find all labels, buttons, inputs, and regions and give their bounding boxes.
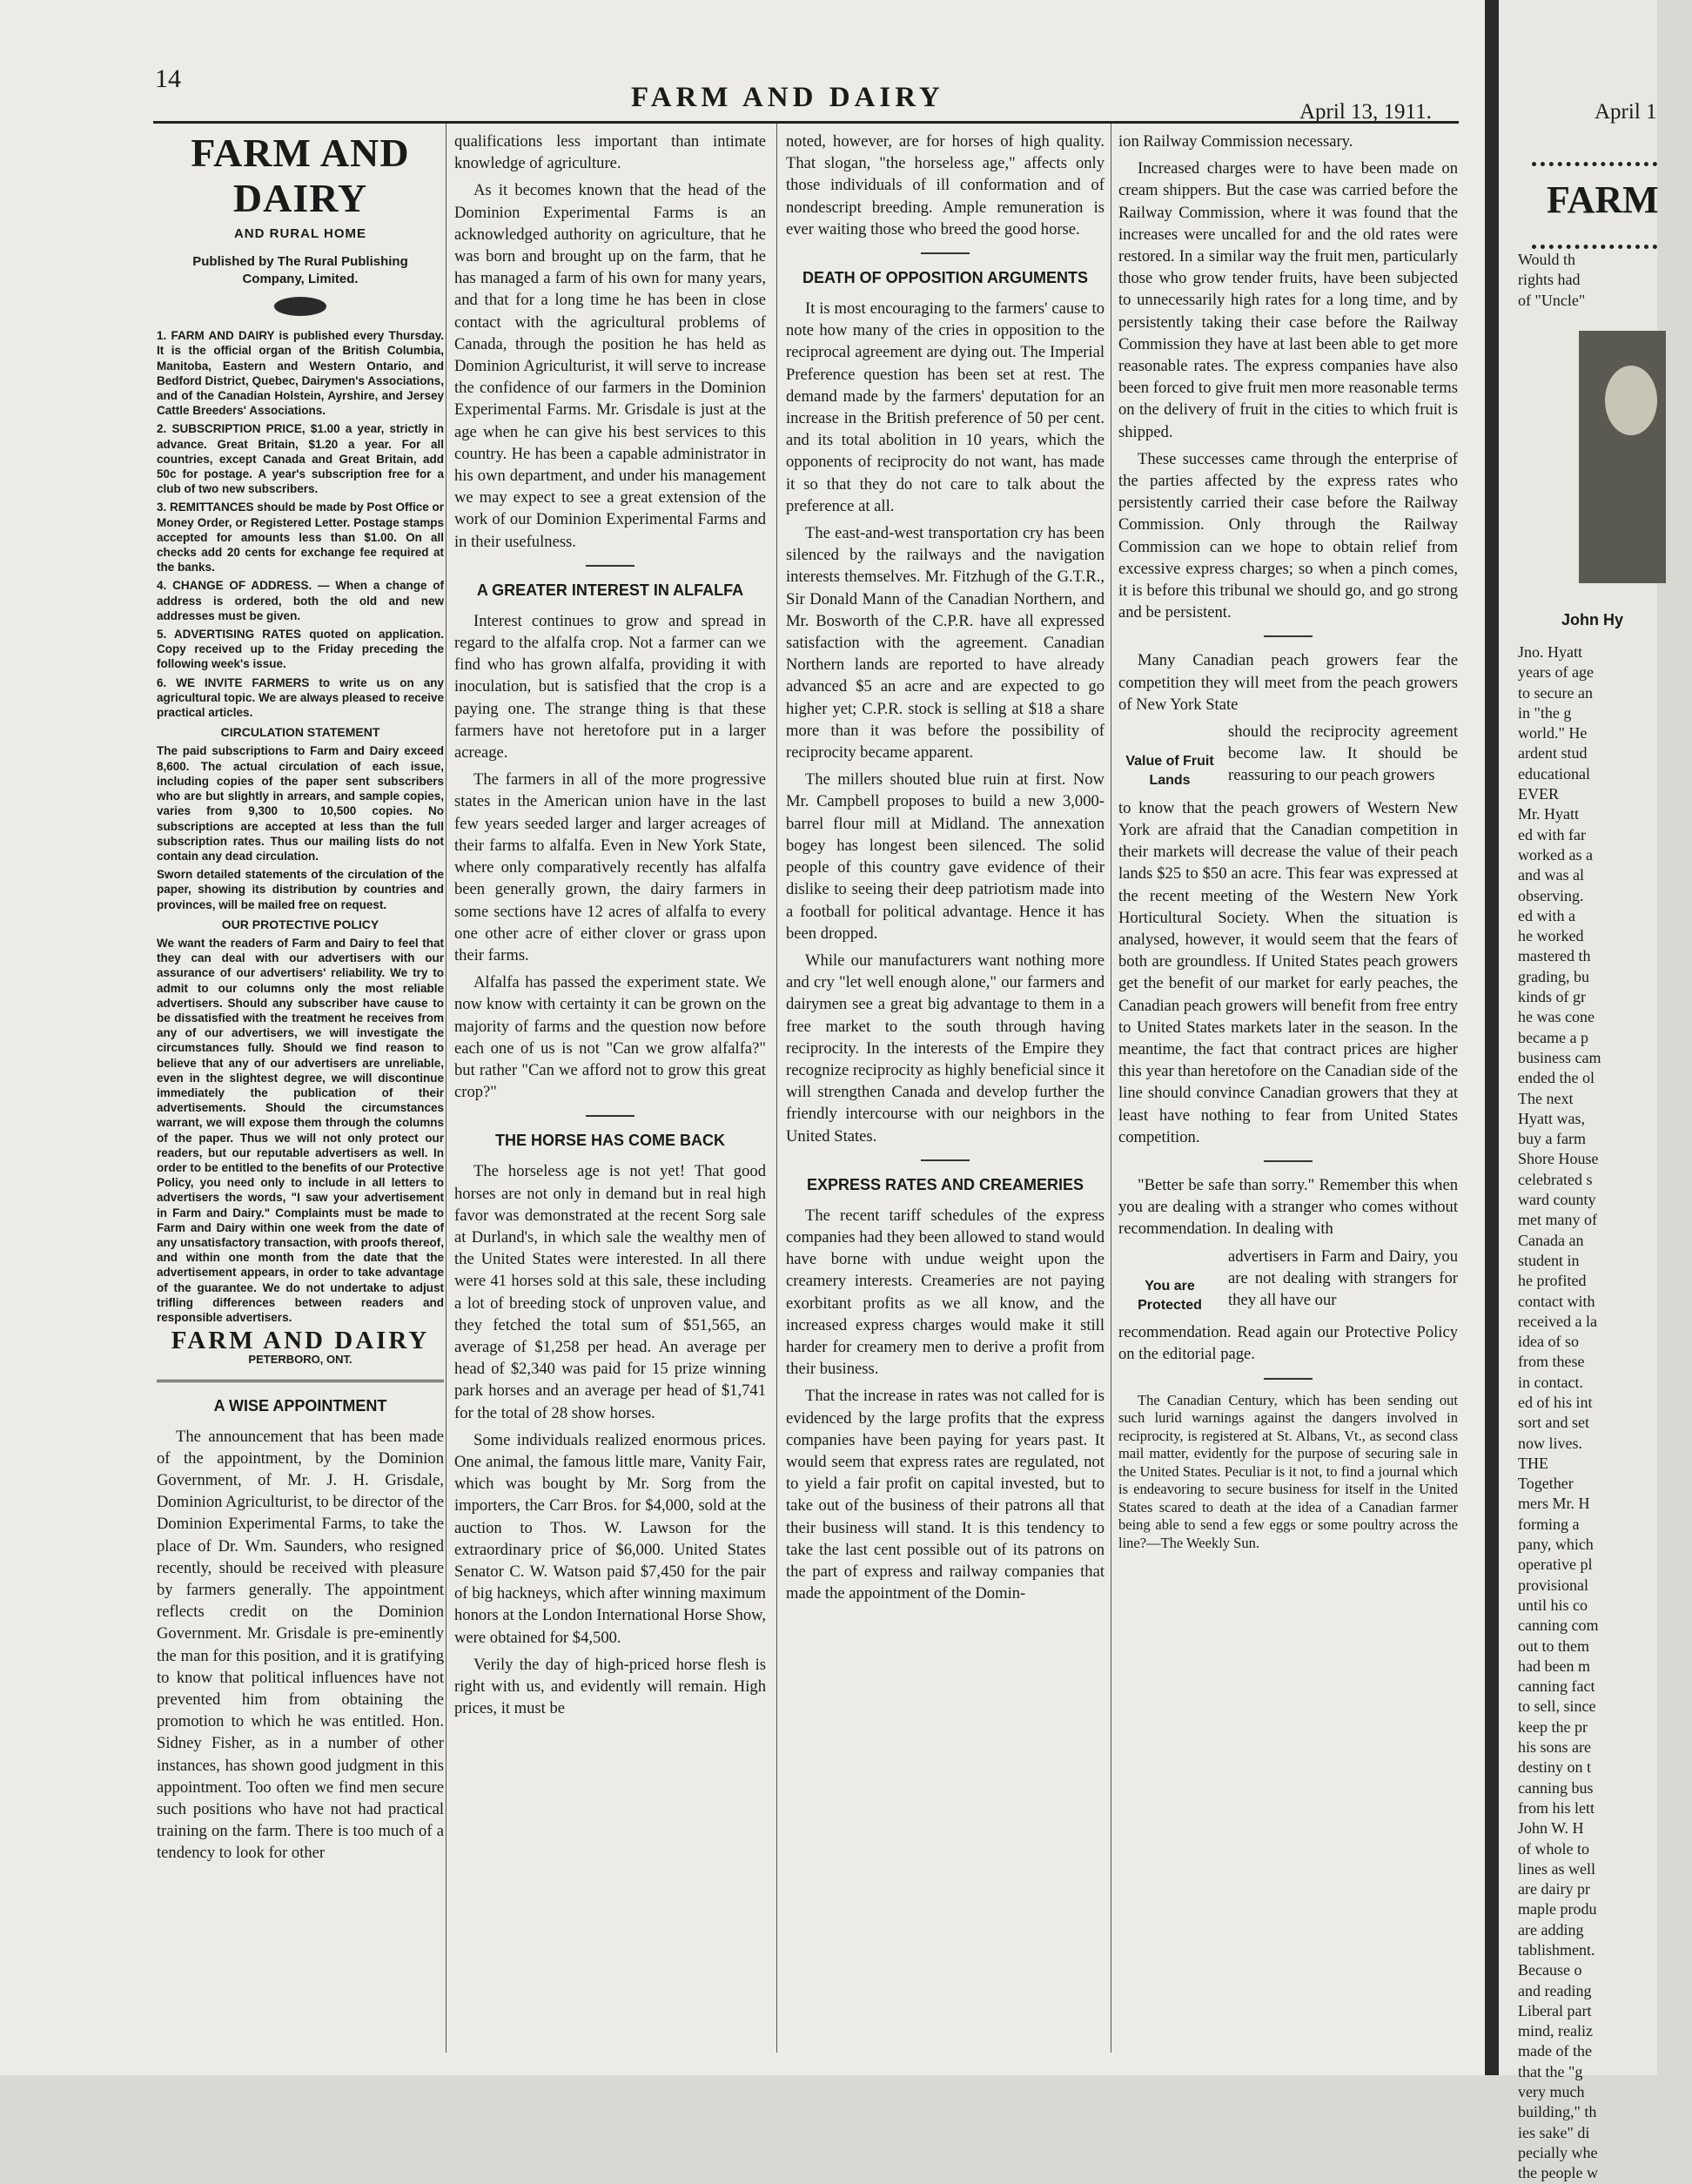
double-rule — [157, 1380, 444, 1382]
publisher-line: Published by The Rural Publishing Company, Limited. — [192, 254, 408, 287]
nameplate-subtitle: AND RURAL HOME — [233, 226, 367, 241]
article-paragraph: The announcement that has been made of the appointment, by the Dominion Government, of Mr. J. H. Grisdale, Dominion Agriculturist, to be director of the Dominion Experimental Farms, to take the place of Dr. Wm. Saunders, who resigned recently, should be received with pleasure by farmers generally. The appointment reflects credit on the Dominion Government. Mr. Grisdale is pre-eminently the man for this position, and it is gratifying to know that political influences have not prevented him from obtaining the promotion to which he was entitled. Hon. Sidney Fisher, as in a number of other instances, has shown good judgment in this appointment. Too often we find men secure such positions who have not had practical training on the farm. There is too much of a tendency to look for other — [157, 1427, 444, 1863]
column-rule — [776, 124, 777, 2053]
separator-rule — [1264, 1378, 1313, 1380]
right-text-body: Jno. Hyatt years of age to secure an in "the g world." He ardent stud educational EVER Mr. Hyatt ed with far worked as a and was al observing. ed with a he worked mastered th grading, bu kinds of gr he was cone became a p business cam ended the ol The next Hyatt was, buy a farm Shore House celebrated s ward county met many of Canada an student in he profited contact with received a la idea of so from these in contact. ed of his int sort and set now lives. THE Together mers Mr. H forming a pany, which operative pl provisional until his co canning com out to them had been m canning fact to sell, since keep the pr his sons are destiny on t canning bus from his lett John W. H of whole to lines as well are dairy pr maple produ are adding tablishment. Because o and reading Liberal part mind, realiz made of the that the "g very much building," th ies sake" di pecially whe the people w — [1518, 643, 1601, 2182]
right-text-top: Would th rights had of "Uncle" — [1518, 251, 1586, 309]
side-heading-block — [1118, 721, 1458, 792]
notice-item: 1. FARM AND DAIRY is published every Thursday. It is the official organ of the British Columbia, Manitoba, Eastern and Western Ontario, and Bedford District, Quebec, Dairymen's Associations, and of the Canadian Holstein, Ayrshire, and Jersey Cattle Breeders' Associations. — [157, 329, 444, 418]
article-paragraph: The recent tariff schedules of the express companies had they been allowed to stand would have borne with undue weight upon the creamery interests. Creameries are not paying exorbitant profits as we all know, and the increased express charges would make it still harder for creamery men to derive a profit from their business. — [786, 1206, 1104, 1379]
notice-item: 3. REMITTANCES should be made by Post Office or Money Order, or Registered Letter. Postage stamps accepted for amounts less than $1.00. On all checks add 20 cents for exchange fee required at the banks. — [157, 501, 444, 575]
article-heading: A WISE APPOINTMENT — [213, 1396, 387, 1415]
article-paragraph: advertisers in Farm and Dairy, you are not dealing with strangers for they all have our — [1228, 1247, 1458, 1309]
article-paragraph: ion Railway Commission necessary. — [1118, 132, 1353, 151]
header-rule — [153, 121, 1459, 124]
policy-heading: OUR PROTECTIVE POLICY — [221, 917, 379, 931]
article-paragraph: The farmers in all of the more progressive states in the American union have in the last few years seeded larger and larger acreages of their farms to alfalfa. Even in New York State, where only comparatively recently has alfalfa been generally grown, the dairy farmers in some sections have 12 acres of alfalfa to every one other acre of either clover or grass upon their farms. — [454, 770, 766, 964]
page-date: April 13, 1911. — [1299, 100, 1432, 124]
column-3 — [786, 131, 1104, 2054]
article-heading: A GREATER INTEREST IN ALFALFA — [476, 581, 744, 599]
article-paragraph: While our manufacturers want nothing more and cry "let well enough alone," our farmers and dairymen see a great big advantage to them in a free market to the south through having reciprocity. In the interests of the Empire they recognize reciprocity as highly beneficial since it will strengthen Canada and develop further the friendly intercourse with our neighbors in the United States. — [786, 951, 1104, 1146]
notice-item: 2. SUBSCRIPTION PRICE, $1.00 a year, strictly in advance. Great Britain, $1.20 a year. For all countries, except Canada and Great Britain, add 50c for postage. A year's subscription free for a club of two new subscribers. — [157, 422, 444, 496]
photo-caption: John Hy — [1561, 611, 1624, 628]
notice-item: 5. ADVERTISING RATES quoted on application. Copy received up to the Friday preceding the following week's issue. — [157, 628, 444, 671]
separator-rule — [1264, 1160, 1313, 1162]
article-paragraph: to know that the peach growers of Western New York are afraid that the Canadian competition in their markets will decrease the value of their peach lands $25 to $50 an acre. This fear was expressed at the recent meeting of the Western New York Horticultural Society. When the situation is analysed, however, it would seem that the fears of both are groundless. If United States peach growers get the benefit of our market for early peaches, the Canadian peach growers will benefit from free entry to United States markets later in the season. In the meantime, the fact that contract prices are higher this year than heretofore on the Canadian side of the line should convince Canadian growers that they at least have nothing to fear from United States competition. — [1118, 798, 1458, 1146]
article-paragraph: Increased charges were to have been made on cream shippers. But the case was carried before the Railway Commission, where it was found that the increases were uncalled for and the old rates were restored. In a similar way the fruit men, particularly those who grow tender fruits, have been subjected to unnecessarily high rates for a long time, and by persistently taking their case before the Railway Commission they have at last been able to get more reasonable rates. The express companies have also been forced to give fruit men more reasonable terms on the delivery of fruit in the cities to which fruit is shipped. — [1118, 159, 1458, 441]
side-heading-block — [1118, 1246, 1458, 1317]
running-title: FARM AND DAIRY — [631, 82, 944, 113]
article-paragraph: Verily the day of high-priced horse flesh is right with us, and evidently will remain. High prices, it must be — [454, 1655, 766, 1718]
article-paragraph: recommendation. Read again our Protective Policy on the editorial page. — [1118, 1323, 1458, 1364]
article-heading: EXPRESS RATES AND CREAMERIES — [806, 1175, 1084, 1193]
article-paragraph: These successes came through the enterprise of the parties affected by the express rates who persistently carried their case before the Railway Commission. Only through the Railway Commission can we hope to obtain relief from excessive express charges; so when a pinch comes, it is before this tribunal we should go, and go strong and be persistent. — [1118, 449, 1458, 622]
circulation-text: The paid subscriptions to Farm and Dairy exceed 8,600. The actual circulation of each issue, including copies of the paper sent subscribers who are but slightly in arrears, and sample copies, varies from 9,300 to 10,500 copies. No subscriptions are accepted at less than the full subscription rates. Thus our mailing lists do not contain any dead circulation. — [157, 744, 444, 863]
notice-item: 6. WE INVITE FARMERS to write us on any agricultural topic. We are always pleased to receive practical articles. — [157, 675, 444, 720]
article-paragraph: Some individuals realized enormous prices. One animal, the famous little mare, Vanity Fair, which was bought by Mr. Sorg from the importers, the Carr Bros. for $4,000, sold at the auction to Thos. W. Lawson for the extraordinary price of $6,000. United States Senator C. W. Watson paid $7,450 for the pair of big hackneys, which after winning maximum honors at the London International Horse Show, were obtained for $4,500. — [454, 1430, 766, 1647]
right-page-date: April 1 — [1595, 100, 1657, 124]
footer-nameplate: FARM AND DAIRY — [171, 1327, 430, 1355]
article-paragraph: The millers shouted blue ruin at first. Now Mr. Campbell proposes to build a new 3,000-barrel flour mill at Midland. The annexation bogey has longest been silenced. The solid people of this country gave evidence of their dislike to seeing their deep patriotism made into a football for political advantage. Hence it has been dropped. — [786, 770, 1104, 943]
article-paragraph: As it becomes known that the head of the Dominion Experimental Farms is an acknowledged authority on agriculture, that he was born and brought up on the farm, that he has managed a farm of his own for many years, and that for a long time he has been in close contact with the agricultural problems of Canada, through the position he has held as Dominion Agriculturist, it will serve to increase the confidence of our farmers in the Dominion Experimental Farms. Mr. Grisdale is just at the age when he can give his best services to this country. He has been a capable administrator in his own department, and under his management we may expect to see a great extension of the work of our Dominion Experimental Farms and in their usefulness. — [454, 181, 766, 551]
separator-rule — [921, 1159, 970, 1161]
circulation-heading: CIRCULATION STATEMENT — [220, 725, 380, 740]
article-paragraph: Interest continues to grow and spread in regard to the alfalfa crop. Not a farmer can we find who has grown alfalfa, providing it with inoculation, but is satisfied that the crop is a paying one. The strange thing is that these farmers have not heretofore put in a larger acreage. — [454, 611, 766, 763]
separator-rule — [921, 252, 970, 254]
column-2 — [454, 131, 766, 2054]
page-number: 14 — [155, 64, 181, 93]
separator-rule — [586, 1115, 634, 1117]
right-page-fragment — [1499, 0, 1659, 2182]
notice-item: 4. CHANGE OF ADDRESS. — When a change of address is ordered, both the old and new addresses must be given. — [157, 579, 444, 622]
side-heading: Value of Fruit Lands — [1125, 754, 1214, 789]
column-4 — [1118, 131, 1458, 2054]
article-paragraph: "Better be safe than sorry." Remember this when you are dealing with a stranger who comes without recommendation. In dealing with — [1118, 1175, 1458, 1239]
ornament-icon — [274, 297, 326, 316]
article-paragraph: should the reciprocity agreement become law. It should be reassuring to our peach growers — [1228, 722, 1458, 785]
article-paragraph: Alfalfa has passed the experiment state. We now know with certainty it can be grown on the majority of farms and the question now before each one of us is not "Can we grow alfalfa?" but rather "Can we afford not to grow this great crop?" — [454, 973, 766, 1102]
portrait-photo — [1579, 331, 1666, 583]
nameplate: FARM AND DAIRY — [191, 131, 410, 220]
article-paragraph: The east-and-west transportation cry has been silenced by the railways and the navigation interests themselves. Mr. Fitzhugh of the G.T.R., Sir Donald Mann of the Canadian Northern, and Mr. Bosworth of the C.P.R. have all expressed satisfaction with the agreement. Canadian Northern lands are reported to have already advanced $5 an acre and are expected to go higher yet; C.P.R. stock is selling at $18 a share more than it was before the possibility of reciprocity became apparent. — [786, 524, 1104, 763]
footer-location: PETERBORO, ONT. — [248, 1353, 352, 1367]
right-nameplate: FARM — [1547, 178, 1659, 221]
article-paragraph: The Canadian Century, which has been sending out such lurid warnings against the dangers involved in reciprocity, is registered at St. Albans, Vt., as second class mail matter, evidently for the purpose of securing sale in the United States. Peculiar is it not, to find a journal which is endeavoring to secure business for itself in the United States scared to death at the idea of a Canadian farmer being able to send a few eggs or some poultry across the line?—The Weekly Sun. — [1118, 1391, 1458, 1551]
article-heading: THE HORSE HAS COME BACK — [494, 1132, 725, 1150]
editorial-column — [157, 131, 444, 2054]
side-heading: You are Protected — [1138, 1278, 1202, 1313]
article-paragraph: qualifications less important than intimate knowledge of agriculture. — [454, 132, 766, 173]
article-heading: DEATH OF OPPOSITION ARGUMENTS — [802, 269, 1088, 287]
policy-text: We want the readers of Farm and Dairy to feel that they can deal with our advertisers with our assurance of our advertisers' reliability. We try to admit to our columns only the most reliable advertisers. Should any subscriber have cause to be dissatisfied with the treatment he receives from any of our advertisers, we will investigate the circumstances fully. Should we find reason to believe that any of our advertisers are unreliable, even in the slightest degree, we will discontinue immediately the publication of their advertisements. Should the circumstances warrant, we will expose them through the columns of the paper. Thus we will not only protect our readers, but our reputable advertisers as well. In order to be entitled to the benefits of our Protective Policy, you need only to include in all letters to advertisers the words, "I saw your advertisement in Farm and Dairy." Complaints must be made to Farm and Dairy within one week from the date of any unsatisfactory transaction, with proofs thereof, and within one month from the date that the advertisement appears, in order to take advantage of the guarantee. We do not undertake to adjust trifling differences between readers and responsible advertisers. — [157, 936, 444, 1324]
article-paragraph: Many Canadian peach growers fear the competition they will meet from the peach growers of New York State — [1118, 651, 1458, 714]
separator-rule — [586, 565, 634, 567]
article-paragraph: The horseless age is not yet! That good horses are not only in demand but in real high favor was demonstrated at the recent Sorg sale at Durland's, in which sale the wealthy men of the United States were interested. In all there were 41 horses sold at this sale, these including a lot of breeding stock of unproven value, and they fetched the total sum of $51,565, an average of $1,258 per head. An average per head of $2,340 was paid for 15 prize winning park horses and an average per head of $1,741 for the total of 28 show horses. — [454, 1162, 766, 1422]
article-paragraph: noted, however, are for horses of high quality. That slogan, "the horseless age," affects only those individuals of ill conformation and of nondescript breeding. Ample remuneration is ever waiting those who breed the good horse. — [786, 132, 1104, 239]
circulation-text: Sworn detailed statements of the circulation of the paper, showing its distribution by countries and provinces, will be mailed free on request. — [157, 868, 444, 911]
article-paragraph: That the increase in rates was not called for is evidenced by the large profits that the express companies have been paying for years past. It would seem that express rates are regulated, not to yield a fair profit on capital invested, but to take out of the business of their patrons all that their business will stand. It is this tendency to take the last cent possible out of its patrons on the part of express and railway companies that made the appointment of the Domin- — [786, 1387, 1104, 1603]
page-gutter — [1485, 0, 1499, 2075]
separator-rule — [1264, 635, 1313, 637]
article-paragraph: It is most encouraging to the farmers' cause to note how many of the cries in opposition to the reciprocal agreement are dying out. The Imperial Preference question has been set at rest. The demand made by the farmers' deputation for an increase in the British preference of 50 per cent. and its total abolition in 10 years, which the opponents of reciprocity do not want, has made it so that they do not care to talk about the preference at all. — [786, 299, 1104, 515]
